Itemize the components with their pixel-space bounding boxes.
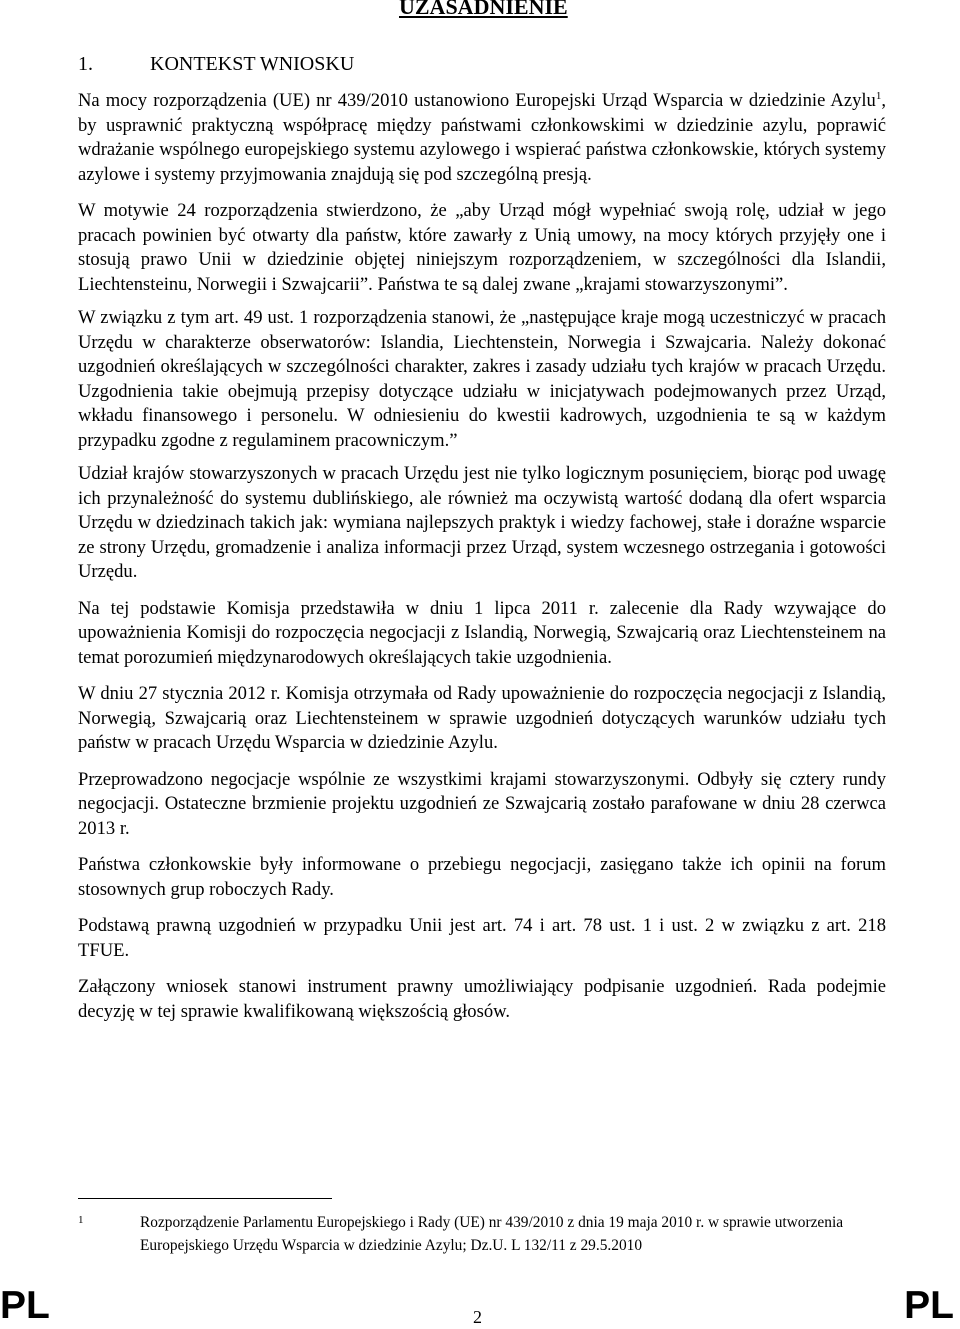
paragraph-2: W motywie 24 rozporządzenia stwierdzono, że „aby Urząd mógł wypełniać swoją rolę, udział w jego pracach powinien być otwarty dla państw, które zawarły z Unią umowy, na mocy których przyjęły one i stosują prawo Unii w dziedzinie objętej niniejszym rozporządzeniem, w szczególności dla Islandii, Liechtensteinu, Norwegii i Szwajcarii”. Państwa te są dalej zwane „krajami stowarzyszonymi”. <box>78 200 886 295</box>
footnote <box>78 1211 886 1257</box>
paragraph-5: Na tej podstawie Komisja przedstawiła w dniu 1 lipca 2011 r. zalecenie dla Rady wzywające do upoważnienia Komisji do rozpoczęcia negocjacji z Islandią, Norwegią, Szwajcarią oraz Liechtensteinem na temat porozumień międzynarodowych określających takie uzgodnienia. <box>78 597 886 668</box>
paragraph-1-text-start: Na mocy rozporządzenia (UE) nr 439/2010 ustanowiono Europejski Urząd Wsparcia w dziedzinie Azylu <box>78 90 876 111</box>
paragraph-1-text-end: , by usprawnić praktyczną współpracę między państwami członkowskimi w dziedzinie azylu, poprawić wdrażanie wspólnego europejskiego systemu azylowego i wspierać państwa członkowskie, których systemy azylowe i systemy przyjmowania znajdują się pod szczególną presją. <box>78 90 886 185</box>
footnote-text: Rozporządzenie Parlamentu Europejskiego i Rady (UE) nr 439/2010 z dnia 19 maja 2010 r. w sprawie utworzenia Europejskiego Urzędu Wsparcia w dziedzinie Azylu; Dz.U. L 132/11 z 29.5.2010 <box>140 1214 844 1254</box>
footnote-reference: 1 <box>875 90 882 102</box>
language-code-right: PL <box>904 1284 954 1327</box>
document-body <box>78 89 886 1036</box>
section-title: KONTEKST WNIOSKU <box>150 53 355 75</box>
paragraph-7: Przeprowadzono negocjacje wspólnie ze wszystkimi krajami stowarzyszonymi. Odbyły się cztery rundy negocjacji. Ostateczne brzmienie projektu uzgodnień ze Szwajcarią zostało parafowane w dniu 28 czerwca 2013 r. <box>78 768 886 839</box>
paragraph-4: Udział krajów stowarzyszonych w pracach Urzędu jest nie tylko logicznym posunięciem, biorąc pod uwagę ich przynależność do systemu dublińskiego, ale również ma oczywistą wartość dodaną dla ofert wsparcia Urzędu w dziedzinach takich jak: wymiana najlepszych praktyk i wiedzy fachowej, stałe i doraźne wsparcie ze strony Urzędu, gromadzenie i analiza informacji przez Urząd, system wczesnego ostrzegania i gotowości Urzędu. <box>78 463 886 582</box>
footnote-separator <box>78 1198 332 1199</box>
paragraph-6: W dniu 27 stycznia 2012 r. Komisja otrzymała od Rady upoważnienie do rozpoczęcia negocjacji z Islandią, Norwegią, Szwajcarią oraz Liechtensteinem w sprawie uzgodnień dotyczących warunków udziału tych państw w pracach Urzędu Wsparcia w dziedzinie Azylu. <box>78 683 886 753</box>
paragraph-8: Państwa członkowskie były informowane o przebiegu negocjacji, zasięgano także ich opinii na forum stosownych grup roboczych Rady. <box>78 854 886 900</box>
language-code-left: PL <box>0 1284 50 1327</box>
paragraph-3: W związku z tym art. 49 ust. 1 rozporządzenia stanowi, że „następujące kraje mogą uczestniczyć w pracach Urzędu w charakterze obserwatorów: Islandia, Liechtenstein, Norwegia i Szwajcaria. Należy dokonać uzgodnień określających w szczególności charakter, zakres i zasady udziału tych krajów w pracach Urzędu. Uzgodnienia takie obejmują przepisy dotyczące udziału w inicjatywach podejmowanych przez Urząd, wkładu finansowego i personelu. W odniesieniu do kwestii kadrowych, uzgodnienia te są w każdym przypadku zgodne z regulaminem pracowniczym.” <box>78 307 886 451</box>
page-number: 2 <box>473 1307 482 1327</box>
document-title: UZASADNIENIE <box>399 0 568 19</box>
paragraph-10: Załączony wniosek stanowi instrument prawny umożliwiający podpisanie uzgodnień. Rada podejmie decyzję w tej sprawie kwalifikowaną większością głosów. <box>78 976 886 1022</box>
paragraph-9: Podstawą prawną uzgodnień w przypadku Unii jest art. 74 i art. 78 ust. 1 i ust. 2 w związku z art. 218 TFUE. <box>78 915 886 961</box>
section-number: 1. <box>78 53 93 75</box>
footnote-number: 1 <box>78 1214 84 1226</box>
section-heading <box>78 52 354 76</box>
paragraph-1 <box>78 89 886 187</box>
